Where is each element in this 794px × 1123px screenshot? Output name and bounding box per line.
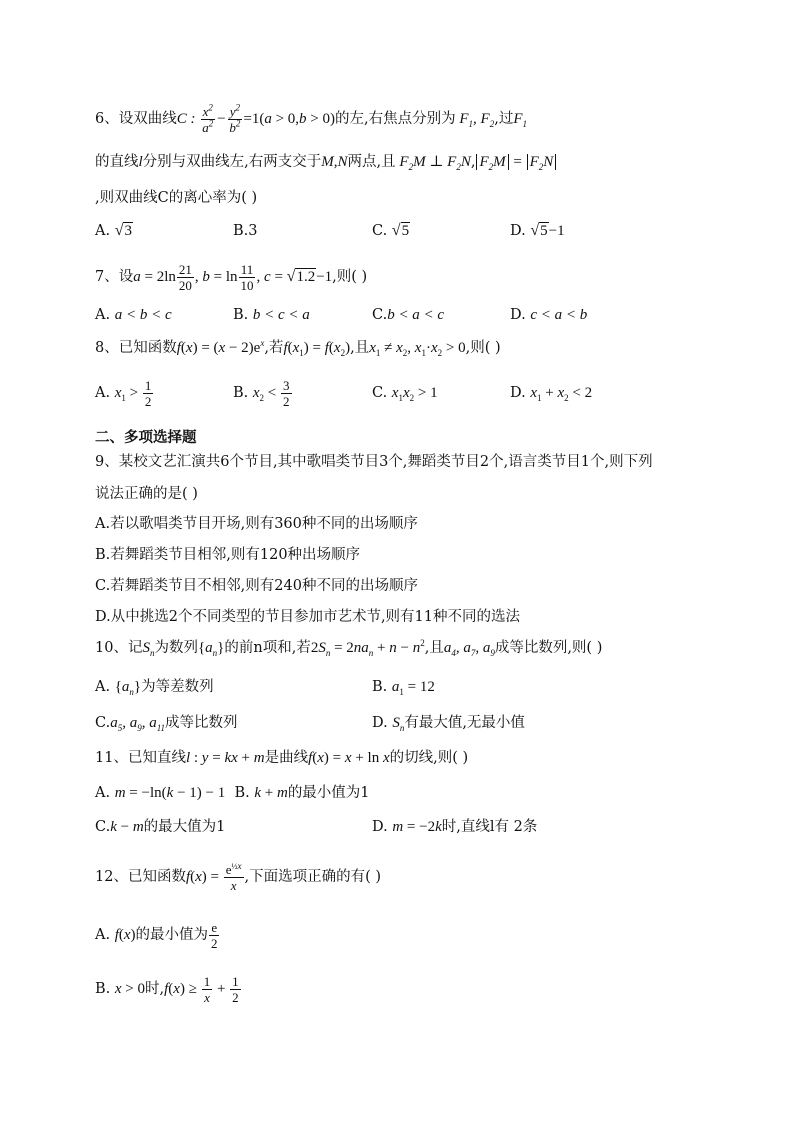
q11-stem-a: 已知直线 — [127, 750, 186, 766]
q8-stem-b: ,若 — [264, 340, 284, 356]
q11-line1 — [95, 748, 468, 768]
q10-option-a-text: 为等差数列 — [141, 679, 214, 695]
q7-option-b-formula: b < c < a — [252, 307, 310, 323]
q7-option-b — [233, 304, 310, 326]
q10-option-b-label: B. — [372, 679, 388, 695]
q11-option-c-label: C. — [95, 819, 111, 835]
q11-option-a-label: A. — [95, 785, 111, 801]
q10-option-b-formula: $a_1 = 12$ — [391, 679, 435, 697]
q12-option-a — [95, 920, 221, 951]
q10-option-b — [372, 676, 435, 698]
q11-option-c-text: 的最大值为1 — [143, 819, 226, 835]
q7-line1 — [95, 262, 367, 293]
q8-stem-a: 已知函数 — [118, 340, 177, 356]
q9-option-c: C.若舞蹈类节目不相邻,则有240种不同的出场顺序 — [95, 578, 418, 594]
q10-option-d-text: 有最大值,无最小值 — [404, 715, 525, 731]
q11-option-c-formula: k − m — [110, 819, 144, 835]
q6-option-b-label: B.3 — [233, 223, 258, 239]
q9-option-b: B.若舞蹈类节目相邻,则有120种出场顺序 — [95, 547, 361, 563]
q12-option-a-value: $\frac{e}{2}$ — [211, 920, 218, 951]
q6-stem-b: 的左,右焦点分别为 — [335, 110, 456, 127]
q11-formula-curve: f(x) = x + ln x — [308, 750, 390, 766]
q6-line1 — [95, 104, 527, 135]
q7-stem-b: ,则( ) — [332, 268, 368, 285]
q11-number: 11、 — [95, 750, 128, 766]
q12-line1 — [95, 862, 381, 893]
q10-stem-e: 成等比数列,则( ) — [494, 640, 603, 656]
q6-formula-perp: $F_2M$ ⊥ $F_2N$ — [395, 154, 471, 172]
q11-option-a-formula: m = −ln(k − 1) − 1 — [114, 785, 226, 801]
q10-option-d-label: D. — [372, 715, 388, 731]
q6-line2 — [95, 152, 557, 172]
q7-option-c-formula: b < a < c — [387, 307, 445, 323]
q12-formula: f(x) = $\frac{e^{\frac{1}{2}x}}{x}$ — [185, 860, 242, 893]
q11-option-b-text: 的最小值为1 — [287, 785, 370, 801]
q6-stem-line2-c: 两点,且 — [347, 154, 396, 170]
q10-option-c — [95, 712, 238, 734]
q6-option-d-formula: √5−1 — [530, 222, 565, 239]
q7-option-d-label: D. — [510, 307, 526, 323]
q6-option-c-label: C. — [372, 223, 388, 239]
q6-option-c — [372, 220, 410, 242]
q11-option-b-formula: k + m — [254, 785, 288, 801]
q10-stem-d: ,且 — [424, 640, 444, 656]
q10-line1 — [95, 638, 602, 658]
q10-option-d — [372, 712, 525, 734]
q6-var-l: l — [138, 154, 143, 170]
q6-comma: , — [470, 154, 476, 170]
q10-option-a-formula: $\{a_n\}$ — [114, 679, 142, 697]
q11-option-d-formula: m = −2k — [392, 819, 442, 835]
q7-option-c — [372, 304, 444, 326]
q10-formula-eq: $2S_n = 2na_n + n - n^2$ — [310, 638, 425, 658]
q8-option-b — [233, 378, 293, 409]
q8-option-d-formula: $x_1 + x_2 < 2$ — [530, 385, 593, 403]
q12-option-a-text: 的最小值为 — [135, 926, 209, 943]
q12-number: 12、 — [95, 868, 128, 885]
q10-stem-b: 为数列 — [154, 640, 198, 656]
q8-formula-cond: $x_1 \ne x_2$, $x_1\cdot x_2 > 0$ — [369, 340, 466, 358]
q9-stem-line2: 说法正确的是( ) — [95, 486, 198, 502]
q6-option-d-label: D. — [510, 223, 526, 239]
q9-stem-line1: 某校文艺汇演共6个节目,其中歌唱类节目3个,舞蹈类节目2个,语言类节目1个,则下列 — [118, 454, 653, 470]
q6-formula-f1: $F_1$ — [513, 110, 527, 129]
q8-option-c-formula: $x_1x_2 > 1$ — [391, 385, 438, 403]
q6-stem-c: ,过 — [494, 110, 514, 127]
q9-number: 9、 — [95, 454, 119, 470]
q8-option-d-label: D. — [510, 385, 526, 401]
q11-option-d-label: D. — [372, 819, 388, 835]
q12-stem-a: 已知函数 — [127, 868, 186, 885]
q9-line1 — [95, 452, 653, 472]
q7-stem-a: 设 — [118, 268, 134, 285]
q7-option-a — [95, 304, 172, 326]
q8-stem-d: ,则( ) — [465, 340, 501, 356]
q8-formula-f: $f(x) = (x - 2)e^x$ — [176, 338, 265, 356]
q6-formula-abs: $F_2M = F_2N$ — [475, 154, 557, 170]
q12-option-b-formula: f(x) ≥ $\frac{1}{x}$ + $\frac{1}{2}$ — [164, 974, 239, 1005]
q6-option-a — [95, 220, 133, 242]
q10-stem-a: 记 — [127, 640, 143, 656]
q7-option-c-label: C. — [372, 307, 388, 323]
q10-formula-sn: $S_n$ — [142, 640, 155, 658]
q6-stem-line2-a: 的直线 — [95, 154, 139, 170]
q8-option-a — [95, 378, 154, 409]
q10-option-d-formula: $S_n$ — [392, 715, 405, 733]
q10-option-a — [95, 676, 214, 698]
q12-option-b-text: 时, — [145, 980, 165, 997]
q8-option-b-label: B. — [233, 384, 249, 401]
q6-option-c-formula: √5 — [391, 222, 410, 239]
q7-option-a-formula: a < b < c — [114, 307, 172, 323]
q6-option-a-label: A. — [95, 223, 111, 239]
q11-option-c — [95, 816, 225, 838]
q12-option-b — [95, 974, 242, 1005]
q8-option-c-label: C. — [372, 385, 388, 401]
q8-option-a-formula: $x_1$ > $\frac{1}{2}$ — [114, 378, 152, 409]
q9-option-d: D.从中挑选2个不同类型的节目参加市艺术节,则有11种不同的选法 — [95, 609, 521, 625]
q10-option-c-label: C. — [95, 715, 111, 731]
q7-option-a-label: A. — [95, 307, 111, 323]
q6-formula-foci: $F_1$, $F_2$ — [455, 110, 495, 129]
q11-stem-b: 是曲线 — [264, 750, 309, 766]
q12-option-a-formula: f(x) — [114, 926, 136, 943]
q8-option-b-formula: $x_2$ < $\frac{3}{2}$ — [252, 378, 290, 409]
q10-option-c-formula: $a_5$, $a_9$, $a_{11}$ — [110, 715, 166, 733]
q12-option-a-label: A. — [95, 926, 111, 943]
q6-option-a-formula: √3 — [114, 222, 132, 239]
q8-formula-eq: $f(x_1) = f(x_2)$ — [283, 340, 351, 358]
q8-option-a-label: A. — [95, 384, 111, 401]
q7-option-b-label: B. — [233, 307, 249, 323]
q12-option-b-cond: x > 0 — [114, 980, 146, 997]
q6-var-mn: M,N — [321, 154, 348, 170]
q6-formula-hyperbola: C : $\frac{x^2}{a^2}$ − $\frac{y^2}{b^2}$ =1(a > 0,b > 0) — [176, 102, 336, 135]
q10-formula-an: $\{a_n\}$ — [197, 640, 225, 658]
q12-stem-b: ,下面选项正确的有( ) — [244, 868, 382, 885]
q8-option-d — [510, 382, 592, 404]
q10-option-c-text: 成等比数列 — [165, 715, 238, 731]
q7-number: 7、 — [95, 268, 119, 285]
q11-option-d — [372, 816, 537, 838]
q11-stem-c: 的切线,则( ) — [389, 750, 469, 766]
q6-option-b — [233, 220, 258, 242]
q9-line2 — [95, 484, 198, 504]
q10-stem-c: 的前n项和,若 — [224, 640, 311, 656]
q12-option-b-label: B. — [95, 980, 111, 997]
q10-option-a-label: A. — [95, 679, 111, 695]
q8-stem-c: ,且 — [350, 340, 370, 356]
q11-formula-line: l : y = kx + m — [185, 750, 265, 766]
q6-number: 6、 — [95, 110, 119, 127]
q7-option-d-formula: c < a < b — [530, 307, 588, 323]
section-title: 二、多项选择题 — [95, 430, 197, 446]
q6-stem-line2-b: 分别与双曲线左,右两支交于 — [142, 154, 322, 170]
q8-option-c — [372, 382, 438, 404]
q10-number: 10、 — [95, 640, 128, 656]
q6-stem-line3: ,则双曲线C的离心率为( ) — [95, 190, 258, 206]
q6-option-d — [510, 220, 565, 242]
q11-option-d-text: 时,直线l有 2条 — [441, 819, 538, 835]
q6-stem-a: 设双曲线 — [118, 110, 177, 127]
q7-formula: a = 2ln $\frac{21}{20}$ , b = ln $\frac{11}{10}$ , c = √1.2−1 — [133, 262, 333, 293]
q8-number: 8、 — [95, 340, 119, 356]
q8-line1 — [95, 338, 501, 358]
q11-option-ab — [95, 782, 370, 804]
q9-option-a: A.若以歌唱类节目开场,则有360种不同的出场顺序 — [95, 516, 418, 532]
q10-formula-terms: $a_4$, $a_7$, $a_9$ — [443, 640, 495, 658]
q6-line3 — [95, 188, 257, 208]
q11-option-b-label: B. — [234, 785, 250, 801]
q7-option-d — [510, 304, 587, 326]
